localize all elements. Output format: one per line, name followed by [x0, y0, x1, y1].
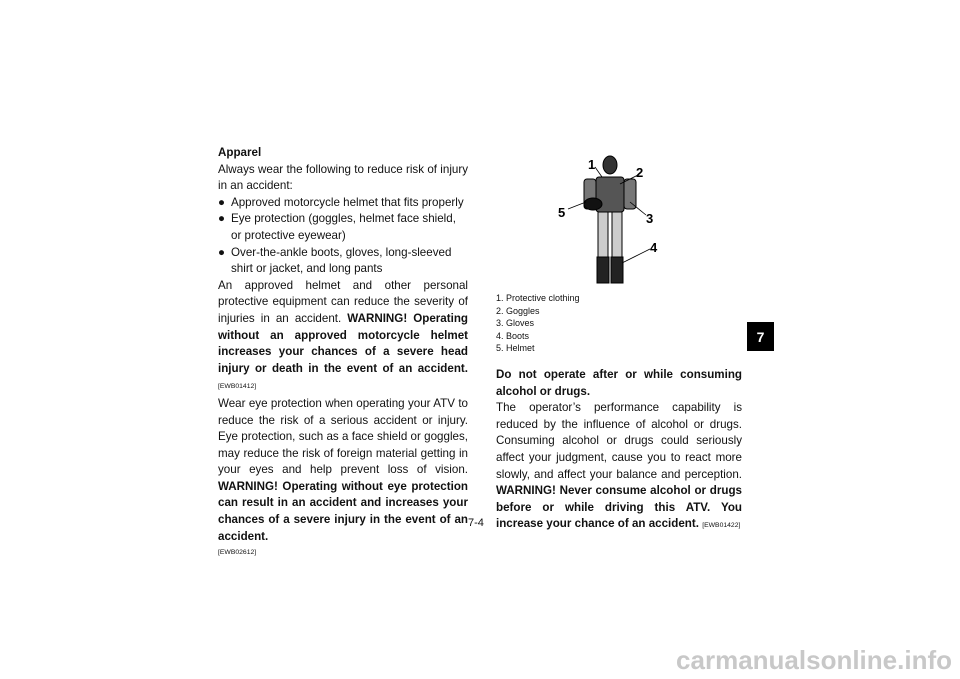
- chapter-tab: 7: [747, 322, 774, 351]
- caption-item: 2. Goggles: [496, 305, 540, 316]
- figure-captions: [496, 292, 580, 355]
- bullet-item: ● Approved motorcycle helmet that fits properly: [218, 195, 468, 212]
- callout-1: 1: [588, 157, 596, 172]
- right-column: [496, 367, 742, 535]
- helmet-paragraph: An approved helmet and other personal protective equipment can reduce the severity of injuries in an accident. WARNING! Operating without an approved motorcycle helmet increases your chances of a severe head injury or death in the event of an accident. [EWB01412]: [218, 278, 468, 391]
- rider-right-boot: [611, 257, 623, 283]
- caption-item: 4. Boots: [496, 330, 530, 341]
- helmet-warning: WARNING! Operating without an approved motorcycle helmet increases your chances of a severe head injury or death in the event of an accident.: [218, 311, 468, 375]
- alcohol-warning: WARNING! Never consume alcohol or drugs before or while driving this ATV. You increase your chance of an accident.: [496, 484, 742, 531]
- callout-3: 3: [646, 211, 654, 226]
- callout-5: 5: [558, 205, 566, 220]
- bullet-icon: ●: [218, 245, 226, 259]
- helmet-in-hand: [584, 198, 602, 210]
- caption-item: 1. Protective clothing: [496, 293, 580, 303]
- callout-2: 2: [636, 165, 644, 180]
- warning-code: [EWB01412]: [218, 383, 257, 391]
- warning-code: [EWB01422]: [702, 522, 741, 530]
- eye-warning: WARNING! Operating without eye protection can result in an accident and increases your chances of a severe injury in the event of an accident.: [218, 479, 468, 543]
- bullet-item: ● Over-the-ankle boots, gloves, long-sleeved shirt or jacket, and long pants: [218, 245, 468, 278]
- bullet-icon: ●: [218, 195, 226, 209]
- watermark: carmanualsonline.info: [676, 645, 952, 675]
- caption-item: 5. Helmet: [496, 343, 535, 353]
- apparel-intro: Always wear the following to reduce risk of injury in an accident:: [218, 162, 468, 193]
- rider-left-leg: [598, 212, 608, 257]
- bullet-item: ● Eye protection (goggles, helmet face shield, or protective eyewear): [218, 211, 468, 244]
- rider-right-arm: [624, 179, 636, 209]
- alcohol-heading: Do not operate after or while consuming alcohol or drugs.: [496, 368, 742, 398]
- left-column: [218, 145, 468, 562]
- protective-apparel-illustration: [550, 147, 670, 297]
- alcohol-paragraph: The operator’s performance capability is reduced by the influence of alcohol or drugs. Consuming alcohol or drugs could seriously affect your judgment, cause you to react more slowly, and affect your balance and perception. WARNING! Never consume alcohol or drugs before or while driving this ATV. You increase your chance of an accident. [EWB01422]: [496, 401, 742, 531]
- warning-code: [EWB02612]: [218, 549, 257, 557]
- rider-head: [603, 156, 617, 174]
- callout-4: 4: [650, 240, 658, 255]
- apparel-heading: Apparel: [218, 146, 262, 159]
- rider-right-leg: [612, 212, 622, 257]
- rider-left-boot: [597, 257, 609, 283]
- caption-item: 3. Gloves: [496, 318, 535, 328]
- eye-protection-paragraph: Wear eye protection when operating your ATV to reduce the risk of a serious accident or injury. Eye protection, such as a face shield or goggles, may reduce the risk of foreign material getting in your eyes and help prevent loss of vision. WARNING! Operating without eye protection can result in an accident and increases your chances of a severe injury in the event of an accident.: [218, 396, 468, 543]
- page-number: 7-4: [468, 517, 484, 529]
- bullet-icon: ●: [218, 212, 226, 226]
